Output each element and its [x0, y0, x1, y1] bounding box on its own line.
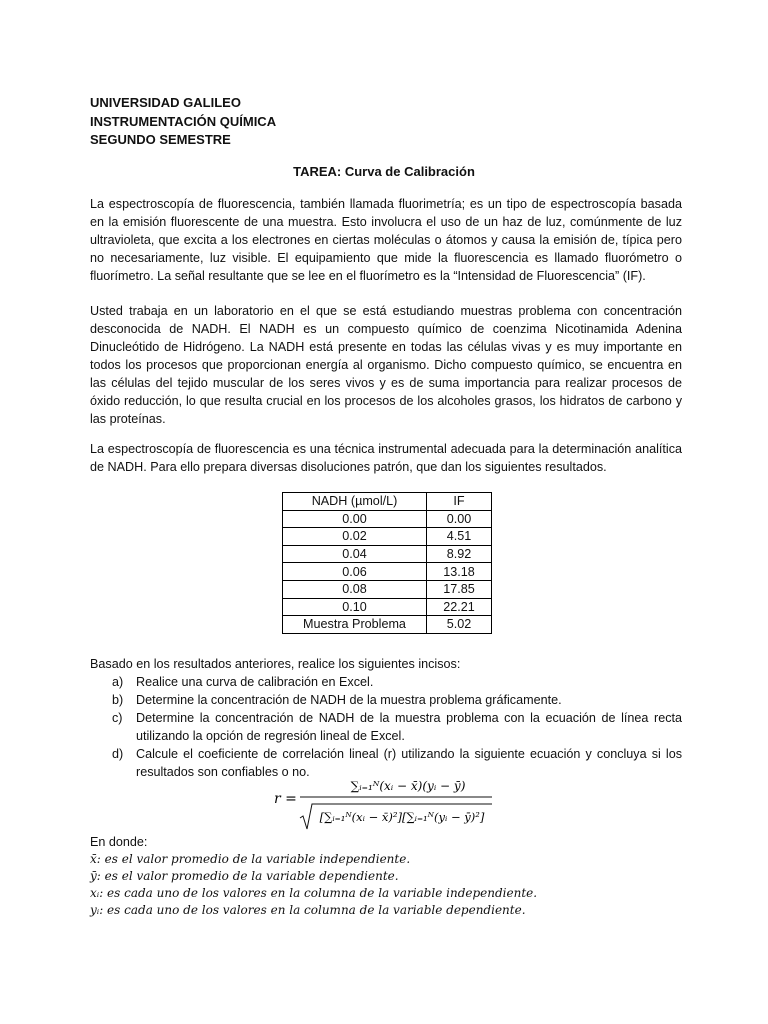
table-row: [283, 510, 492, 528]
semester-label: SEGUNDO SEMESTRE: [90, 132, 231, 147]
definition-symbol: xᵢ: [90, 886, 100, 900]
correlation-formula: [270, 774, 510, 834]
table-header-cell: IF: [427, 493, 492, 511]
definition-item: [90, 902, 537, 919]
document-header: [90, 94, 276, 150]
list-marker: a): [112, 675, 124, 689]
instructions-intro: Basado en los resultados anteriores, realice los siguientes incisos:: [90, 657, 461, 671]
definition-text: : es cada uno de los valores en la columna de la variable dependiente.: [99, 903, 526, 917]
table-cell: 22.21: [427, 598, 492, 616]
table-cell: 13.18: [427, 563, 492, 581]
table-header-cell: NADH (µmol/L): [283, 493, 427, 511]
table-cell: 4.51: [427, 528, 492, 546]
definition-item: [90, 885, 537, 902]
list-item-text: Determine la concentración de NADH de la muestra problema gráficamente.: [136, 693, 562, 707]
definition-symbol: yᵢ: [90, 903, 100, 917]
formula-lhs: r =: [274, 791, 297, 807]
formula-graphic: [270, 774, 510, 834]
university-name: UNIVERSIDAD GALILEO: [90, 95, 241, 110]
paragraph-nadh: Usted trabaja en un laboratorio en el que se está estudiando muestras problema con concentración desconocida de NADH. El NADH es un compuesto químico de coenzima Nicotinamida Adenina Dinucleótido de Hidrógeno. La NADH está presente en todas las células vivas y es muy importante en todos los procesos que proporcionan energía al organismo. Dicho compuesto químico, se encuentra en las células del tejido muscular de los seres vivos y es de suma importancia para realizar procesos de óxido reducción, lo que resulta crucial en los procesos de los alcoholes grasos, los hidratos de carbono y las proteínas.: [90, 304, 682, 426]
table-cell: 0.02: [283, 528, 427, 546]
list-item-text: Determine la concentración de NADH de la muestra problema con la ecuación de línea recta utilizando la opción de regresión lineal de Excel.: [136, 711, 682, 743]
table-header-row: [283, 493, 492, 511]
list-item: [90, 673, 682, 691]
list-item-text: Calcule el coeficiente de correlación lineal (r) utilizando la siguiente ecuación y concluya si los resultados son confiables o no.: [136, 747, 682, 779]
definition-symbol: ȳ: [90, 869, 97, 883]
list-marker: c): [112, 711, 123, 725]
definition-item: [90, 851, 537, 868]
definitions-intro: En donde:: [90, 835, 148, 849]
table-cell: 5.02: [427, 616, 492, 634]
definitions-list: [90, 851, 537, 919]
task-list: [90, 673, 682, 781]
list-marker: b): [112, 693, 124, 707]
table-row: [283, 598, 492, 616]
table-row: [283, 545, 492, 563]
course-name: INSTRUMENTACIÓN QUÍMICA: [90, 113, 277, 129]
table-cell: 0.04: [283, 545, 427, 563]
list-marker: d): [112, 747, 124, 761]
formula-numerator: ∑ᵢ₌₁ᴺ(xᵢ − x̄)(yᵢ − ȳ): [350, 779, 466, 793]
table-row: [283, 528, 492, 546]
definition-text: : es cada uno de los valores en la columna de la variable independiente.: [99, 886, 538, 900]
table-row: [283, 563, 492, 581]
paragraph-method: La espectroscopía de fluorescencia es una técnica instrumental adecuada para la determinación analítica de NADH. Para ello prepara diversas disoluciones patrón, que dan los siguientes resultados.: [90, 442, 682, 474]
table-cell: 0.10: [283, 598, 427, 616]
table-row: [283, 580, 492, 598]
definition-symbol: x̄: [90, 852, 97, 866]
definition-text: : es el valor promedio de la variable independiente.: [96, 852, 411, 866]
table-cell: 0.00: [427, 510, 492, 528]
table-cell: 8.92: [427, 545, 492, 563]
paragraph-fluorescence: La espectroscopía de fluorescencia, también llamada fluorimetría; es un tipo de espectroscopía basada en la emisión fluorescente de una muestra. Esto involucra el uso de un haz de luz, comúnmente de luz ultravioleta, que excita a los electrones en ciertas moléculas o átomos y causa la emisión de, típica pero no necesariamente, luz visible. El equipamiento que mide la fluorescencia es llamado fluorómetro o fluorímetro. La señal resultante que se lee en el fluorímetro es la “Intensidad de Fluorescencia” (IF).: [90, 197, 682, 283]
calibration-table: [282, 492, 492, 634]
definition-text: : es el valor promedio de la variable dependiente.: [96, 869, 399, 883]
table-cell: 0.06: [283, 563, 427, 581]
definition-item: [90, 868, 537, 885]
list-item: [90, 691, 682, 709]
assignment-title: TAREA: Curva de Calibración: [293, 164, 475, 179]
list-item-text: Realice una curva de calibración en Excel.: [136, 675, 374, 689]
table-row: [283, 616, 492, 634]
table-cell: 0.00: [283, 510, 427, 528]
formula-denominator: [∑ᵢ₌₁ᴺ(xᵢ − x̄)²][∑ᵢ₌₁ᴺ(yᵢ − ȳ)²]: [319, 810, 485, 824]
list-item: [90, 709, 682, 745]
table-cell: 0.08: [283, 580, 427, 598]
table-cell: Muestra Problema: [283, 616, 427, 634]
table-cell: 17.85: [427, 580, 492, 598]
